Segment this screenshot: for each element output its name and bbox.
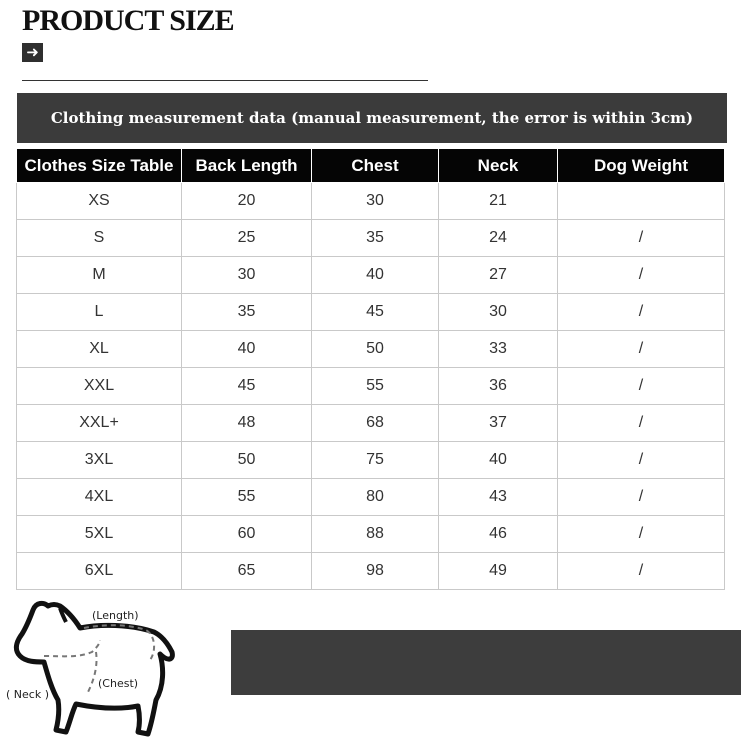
cell-dog-weight	[558, 183, 725, 220]
table-row	[17, 442, 725, 479]
cell-neck: 30	[439, 294, 558, 331]
table-row	[17, 257, 725, 294]
column-header-dog-weight: Dog Weight	[558, 149, 725, 183]
cell-neck: 46	[439, 516, 558, 553]
table-row	[17, 183, 725, 220]
cell-size: 6XL	[17, 553, 182, 590]
size-table-body	[17, 183, 725, 590]
cell-dog-weight: /	[558, 405, 725, 442]
cell-neck: 37	[439, 405, 558, 442]
cell-back-length: 30	[182, 257, 312, 294]
cell-dog-weight: /	[558, 442, 725, 479]
length-label: (Length)	[92, 609, 139, 622]
cell-back-length: 48	[182, 405, 312, 442]
neck-label: ( Neck )	[6, 688, 49, 701]
grey-panel	[231, 630, 741, 695]
page-title: PRODUCT SIZE	[22, 4, 234, 37]
table-row	[17, 331, 725, 368]
table-row	[17, 405, 725, 442]
cell-size: 5XL	[17, 516, 182, 553]
table-row	[17, 479, 725, 516]
cell-back-length: 40	[182, 331, 312, 368]
cell-chest: 88	[312, 516, 439, 553]
measurement-banner	[17, 93, 727, 143]
cell-dog-weight: /	[558, 368, 725, 405]
cell-size: XXL	[17, 368, 182, 405]
cell-back-length: 50	[182, 442, 312, 479]
cell-neck: 49	[439, 553, 558, 590]
cell-chest: 45	[312, 294, 439, 331]
cell-dog-weight: /	[558, 331, 725, 368]
cell-neck: 24	[439, 220, 558, 257]
cell-size: XL	[17, 331, 182, 368]
table-row	[17, 220, 725, 257]
cell-chest: 68	[312, 405, 439, 442]
cell-back-length: 35	[182, 294, 312, 331]
cell-chest: 50	[312, 331, 439, 368]
table-row	[17, 553, 725, 590]
column-header-size: Clothes Size Table	[17, 149, 182, 183]
cell-chest: 35	[312, 220, 439, 257]
cell-size: L	[17, 294, 182, 331]
cell-chest: 55	[312, 368, 439, 405]
cell-neck: 21	[439, 183, 558, 220]
cell-neck: 43	[439, 479, 558, 516]
cell-size: 4XL	[17, 479, 182, 516]
cell-back-length: 25	[182, 220, 312, 257]
column-header-back-length: Back Length	[182, 149, 312, 183]
cell-dog-weight: /	[558, 257, 725, 294]
cell-dog-weight: /	[558, 479, 725, 516]
cell-back-length: 55	[182, 479, 312, 516]
column-header-chest: Chest	[312, 149, 439, 183]
cell-chest: 80	[312, 479, 439, 516]
arrow-right-icon: ➜	[22, 43, 43, 62]
cell-size: 3XL	[17, 442, 182, 479]
cell-neck: 33	[439, 331, 558, 368]
table-row	[17, 368, 725, 405]
cell-chest: 75	[312, 442, 439, 479]
cell-back-length: 20	[182, 183, 312, 220]
cell-dog-weight: /	[558, 220, 725, 257]
cell-size: XXL+	[17, 405, 182, 442]
table-row	[17, 294, 725, 331]
cell-neck: 36	[439, 368, 558, 405]
column-header-neck: Neck	[439, 149, 558, 183]
cell-chest: 40	[312, 257, 439, 294]
cell-back-length: 65	[182, 553, 312, 590]
cell-size: XS	[17, 183, 182, 220]
cell-dog-weight: /	[558, 516, 725, 553]
cell-neck: 27	[439, 257, 558, 294]
cell-chest: 30	[312, 183, 439, 220]
cell-chest: 98	[312, 553, 439, 590]
cell-dog-weight: /	[558, 553, 725, 590]
title-divider	[22, 80, 428, 81]
size-table	[16, 148, 725, 590]
dog-measurement-diagram	[0, 596, 230, 748]
table-row	[17, 516, 725, 553]
cell-size: S	[17, 220, 182, 257]
cell-back-length: 60	[182, 516, 312, 553]
cell-back-length: 45	[182, 368, 312, 405]
banner-text: Clothing measurement data (manual measurement, the error is within 3cm)	[50, 109, 694, 127]
chest-label: (Chest)	[98, 677, 139, 690]
cell-size: M	[17, 257, 182, 294]
cell-neck: 40	[439, 442, 558, 479]
cell-dog-weight: /	[558, 294, 725, 331]
table-header-row	[17, 149, 725, 183]
